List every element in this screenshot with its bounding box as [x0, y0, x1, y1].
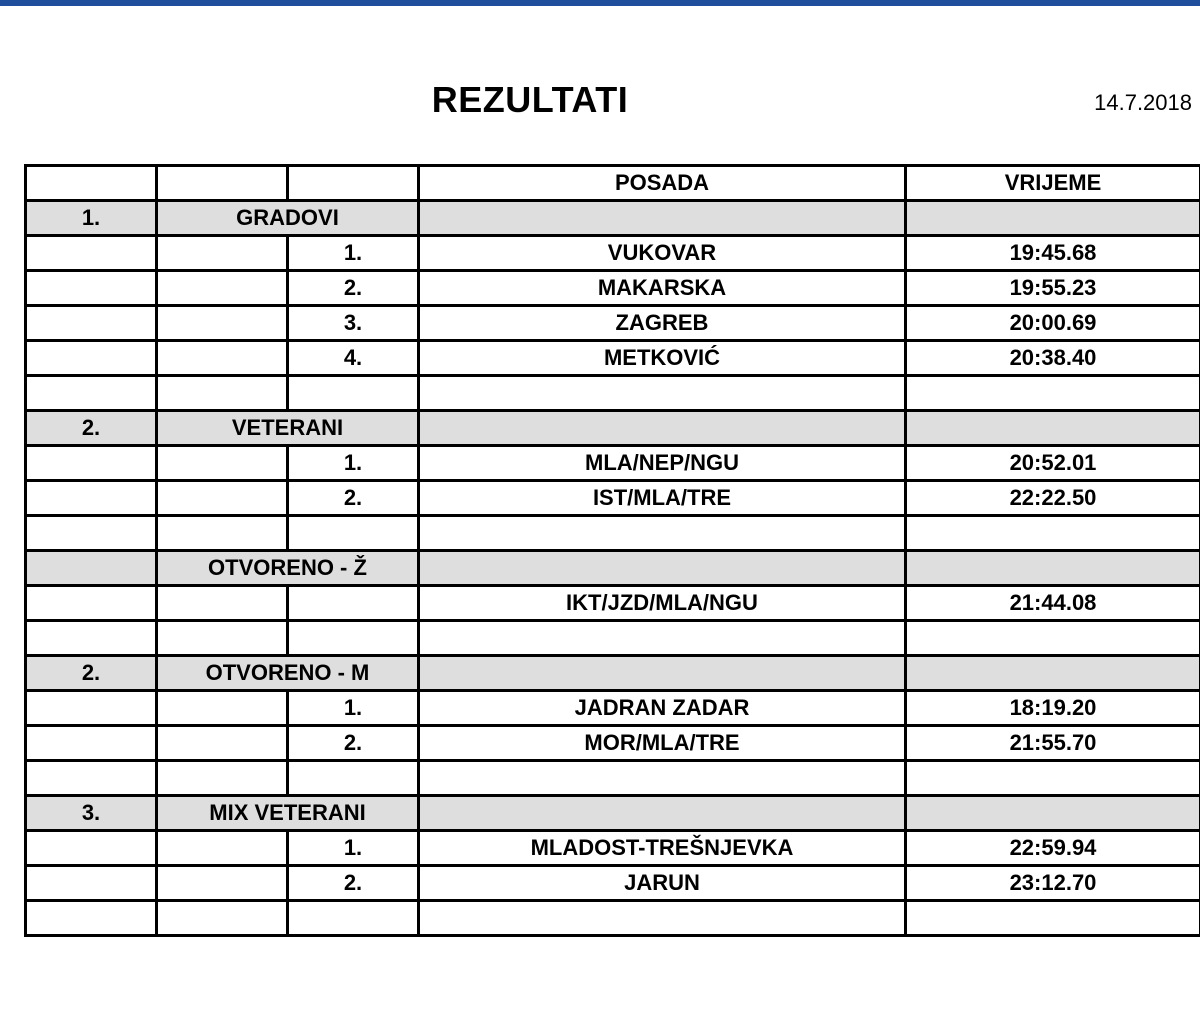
- category-crew-cell: [419, 656, 906, 691]
- empty-cell: [157, 516, 288, 551]
- spacer-row: [26, 376, 1200, 411]
- empty-cell: [26, 761, 157, 796]
- category-number: 1.: [26, 201, 157, 236]
- category-number: [26, 551, 157, 586]
- empty-cell: [906, 901, 1200, 936]
- header-cell-empty: [157, 166, 288, 201]
- empty-cell: [288, 901, 419, 936]
- empty-cell: [419, 621, 906, 656]
- result-time: 20:38.40: [906, 341, 1200, 376]
- empty-cell: [26, 376, 157, 411]
- result-time: 21:55.70: [906, 726, 1200, 761]
- category-time-cell: [906, 656, 1200, 691]
- result-empty-cell: [26, 306, 157, 341]
- result-crew: JADRAN ZADAR: [419, 691, 906, 726]
- empty-cell: [157, 761, 288, 796]
- results-table-body: [26, 166, 1200, 936]
- empty-cell: [288, 761, 419, 796]
- category-crew-cell: [419, 411, 906, 446]
- result-empty-cell: [157, 306, 288, 341]
- header-cell-empty: [288, 166, 419, 201]
- empty-cell: [157, 376, 288, 411]
- result-empty-cell: [26, 271, 157, 306]
- result-crew: IKT/JZD/MLA/NGU: [419, 586, 906, 621]
- result-place: 1.: [288, 446, 419, 481]
- result-row: [26, 271, 1200, 306]
- empty-cell: [157, 901, 288, 936]
- result-empty-cell: [26, 726, 157, 761]
- spacer-row: [26, 901, 1200, 936]
- result-crew: MLA/NEP/NGU: [419, 446, 906, 481]
- empty-cell: [157, 621, 288, 656]
- result-crew: MAKARSKA: [419, 271, 906, 306]
- result-row: [26, 726, 1200, 761]
- category-crew-cell: [419, 796, 906, 831]
- empty-cell: [906, 376, 1200, 411]
- empty-cell: [906, 516, 1200, 551]
- empty-cell: [288, 376, 419, 411]
- result-place: 1.: [288, 691, 419, 726]
- category-crew-cell: [419, 201, 906, 236]
- result-row: [26, 586, 1200, 621]
- category-time-cell: [906, 551, 1200, 586]
- result-row: [26, 831, 1200, 866]
- result-empty-cell: [26, 236, 157, 271]
- result-place: 1.: [288, 236, 419, 271]
- result-time: 20:52.01: [906, 446, 1200, 481]
- result-time: 19:45.68: [906, 236, 1200, 271]
- category-crew-cell: [419, 551, 906, 586]
- result-empty-cell: [157, 586, 288, 621]
- empty-cell: [288, 621, 419, 656]
- empty-cell: [906, 621, 1200, 656]
- result-empty-cell: [157, 691, 288, 726]
- result-empty-cell: [157, 341, 288, 376]
- result-place: 4.: [288, 341, 419, 376]
- category-row: [26, 796, 1200, 831]
- result-empty-cell: [26, 446, 157, 481]
- result-time: 18:19.20: [906, 691, 1200, 726]
- header-row: [26, 166, 1200, 201]
- result-crew: IST/MLA/TRE: [419, 481, 906, 516]
- result-crew: VUKOVAR: [419, 236, 906, 271]
- result-empty-cell: [157, 236, 288, 271]
- result-empty-cell: [26, 341, 157, 376]
- result-place: 1.: [288, 831, 419, 866]
- result-empty-cell: [157, 726, 288, 761]
- result-time: 23:12.70: [906, 866, 1200, 901]
- category-number: 2.: [26, 656, 157, 691]
- header-time: VRIJEME: [906, 166, 1200, 201]
- category-time-cell: [906, 796, 1200, 831]
- result-row: [26, 866, 1200, 901]
- category-row: [26, 656, 1200, 691]
- result-place: 2.: [288, 866, 419, 901]
- category-name: OTVORENO - M: [157, 656, 419, 691]
- empty-cell: [26, 621, 157, 656]
- result-empty-cell: [157, 446, 288, 481]
- header-cell-empty: [26, 166, 157, 201]
- empty-cell: [906, 761, 1200, 796]
- empty-cell: [288, 516, 419, 551]
- result-time: 21:44.08: [906, 586, 1200, 621]
- result-crew: ZAGREB: [419, 306, 906, 341]
- result-crew: MLADOST-TREŠNJEVKA: [419, 831, 906, 866]
- result-empty-cell: [26, 691, 157, 726]
- result-time: 22:59.94: [906, 831, 1200, 866]
- result-empty-cell: [26, 866, 157, 901]
- category-number: 2.: [26, 411, 157, 446]
- result-place: 2.: [288, 726, 419, 761]
- category-time-cell: [906, 201, 1200, 236]
- result-empty-cell: [157, 481, 288, 516]
- result-time: 22:22.50: [906, 481, 1200, 516]
- empty-cell: [419, 761, 906, 796]
- result-row: [26, 481, 1200, 516]
- result-row: [26, 691, 1200, 726]
- result-row: [26, 236, 1200, 271]
- category-row: [26, 201, 1200, 236]
- empty-cell: [419, 376, 906, 411]
- result-empty-cell: [26, 586, 157, 621]
- spacer-row: [26, 761, 1200, 796]
- category-row: [26, 551, 1200, 586]
- category-name: OTVORENO - Ž: [157, 551, 419, 586]
- result-empty-cell: [26, 831, 157, 866]
- result-time: 19:55.23: [906, 271, 1200, 306]
- result-empty-cell: [157, 866, 288, 901]
- empty-cell: [26, 901, 157, 936]
- header-crew: POSADA: [419, 166, 906, 201]
- page-title: REZULTATI: [431, 79, 629, 120]
- spacer-row: [26, 516, 1200, 551]
- result-empty-cell: [157, 831, 288, 866]
- result-empty-cell: [157, 271, 288, 306]
- result-empty-cell: [26, 481, 157, 516]
- result-row: [26, 341, 1200, 376]
- results-table: [24, 164, 1200, 937]
- top-accent-bar: [0, 0, 1200, 6]
- category-time-cell: [906, 411, 1200, 446]
- empty-cell: [26, 516, 157, 551]
- empty-cell: [419, 901, 906, 936]
- result-row: [26, 306, 1200, 341]
- category-name: MIX VETERANI: [157, 796, 419, 831]
- result-place: 2.: [288, 271, 419, 306]
- result-time: 20:00.69: [906, 306, 1200, 341]
- result-crew: MOR/MLA/TRE: [419, 726, 906, 761]
- empty-cell: [419, 516, 906, 551]
- category-name: GRADOVI: [157, 201, 419, 236]
- category-row: [26, 411, 1200, 446]
- result-crew: METKOVIĆ: [419, 341, 906, 376]
- spacer-row: [26, 621, 1200, 656]
- category-number: 3.: [26, 796, 157, 831]
- category-name: VETERANI: [157, 411, 419, 446]
- result-place: 3.: [288, 306, 419, 341]
- result-place: [288, 586, 419, 621]
- results-date: 14.7.2018: [1094, 90, 1192, 115]
- result-row: [26, 446, 1200, 481]
- result-crew: JARUN: [419, 866, 906, 901]
- result-place: 2.: [288, 481, 419, 516]
